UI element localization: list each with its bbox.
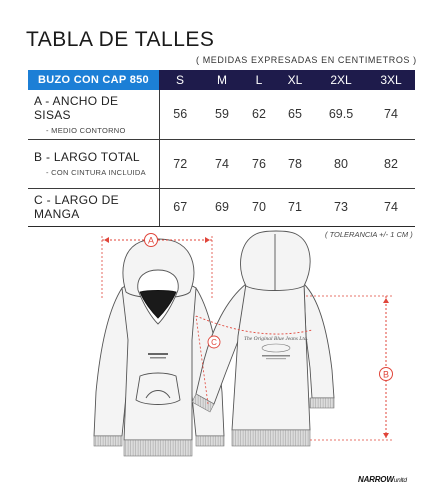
- table-cell: 70: [243, 188, 275, 226]
- units-subtitle: ( MEDIDAS EXPRESADAS EN CENTIMETROS ): [196, 55, 417, 65]
- front-hoodie: [94, 239, 224, 440]
- brand-suffix: unltd: [393, 477, 407, 484]
- table-cell: 71: [275, 188, 315, 226]
- row-title: B - LARGO TOTAL: [34, 150, 140, 164]
- model-label: BUZO CON CAP 850: [28, 70, 159, 90]
- table-cell: 82: [367, 139, 415, 188]
- front-chest-print: [148, 353, 168, 355]
- table-cell: 56: [159, 90, 201, 139]
- front-right-cuff: [196, 436, 224, 446]
- brand-name: NARROW: [358, 475, 394, 484]
- size-2xl: 2XL: [315, 70, 367, 90]
- front-waistband: [124, 440, 192, 456]
- table-cell: 72: [159, 139, 201, 188]
- table-cell: 67: [159, 188, 201, 226]
- table-cell: 62: [243, 90, 275, 139]
- brand-logo: [358, 475, 407, 484]
- marker-a: A: [147, 235, 155, 246]
- size-m: M: [201, 70, 243, 90]
- size-s: S: [159, 70, 201, 90]
- row-note: - CON CINTURA INCLUIDA: [46, 168, 146, 177]
- table-cell: 76: [243, 139, 275, 188]
- tolerance-note: ( TOLERANCIA +/- 1 CM ): [325, 230, 413, 239]
- size-xl: XL: [275, 70, 315, 90]
- size-3xl: 3XL: [367, 70, 415, 90]
- table-cell: 69.5: [315, 90, 367, 139]
- table-cell: 78: [275, 139, 315, 188]
- table-cell: 65: [275, 90, 315, 139]
- row-note: - MEDIO CONTORNO: [46, 125, 126, 135]
- table-cell: 69: [201, 188, 243, 226]
- size-l: L: [243, 70, 275, 90]
- table-cell: 74: [367, 90, 415, 139]
- svg-text:The Original Blue Jeans Ltd.: The Original Blue Jeans Ltd.: [243, 336, 309, 342]
- table-cell: 74: [367, 188, 415, 226]
- table-cell: 73: [315, 188, 367, 226]
- back-right-cuff: [310, 398, 334, 408]
- row-title: A - ANCHO DE SISAS: [34, 93, 119, 122]
- marker-b: B: [382, 369, 390, 380]
- row-title: C - LARGO DE MANGA: [34, 193, 119, 221]
- table-cell: 74: [201, 139, 243, 188]
- front-left-cuff: [94, 436, 122, 446]
- page-title: TABLA DE TALLES: [26, 28, 215, 51]
- table-cell: 80: [315, 139, 367, 188]
- back-waistband: [232, 430, 310, 446]
- marker-c: C: [211, 338, 217, 347]
- table-cell: 59: [201, 90, 243, 139]
